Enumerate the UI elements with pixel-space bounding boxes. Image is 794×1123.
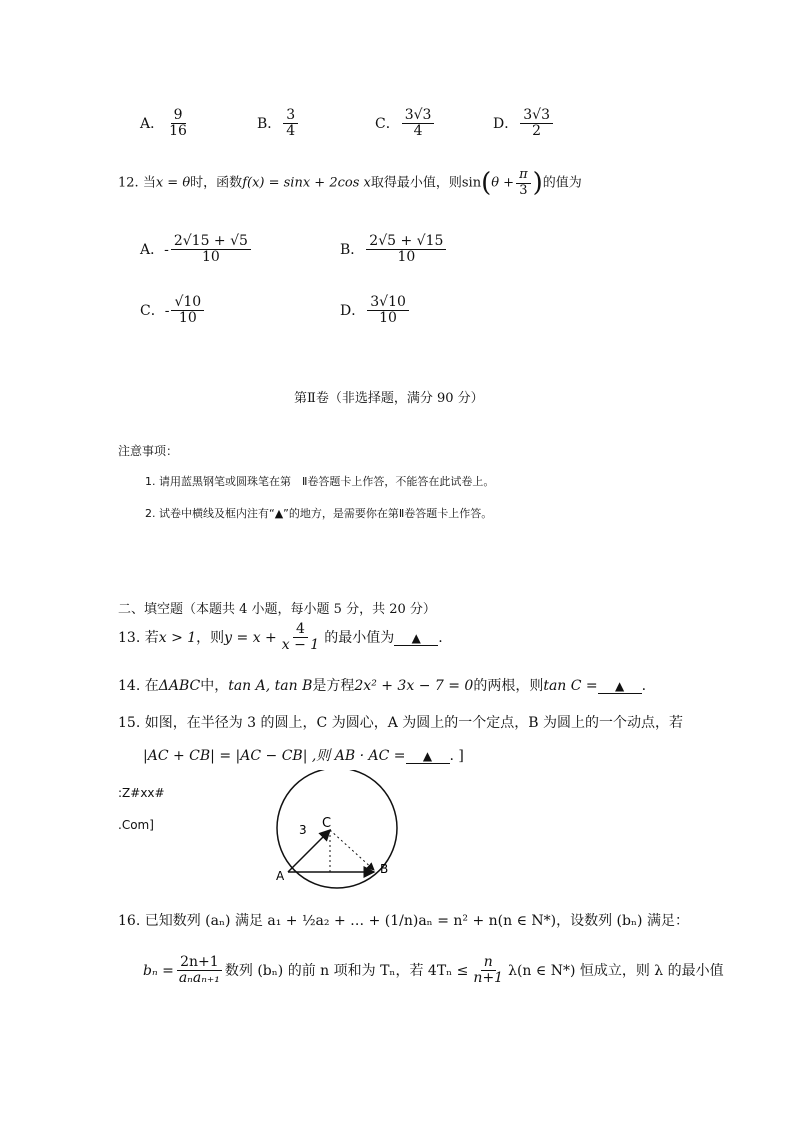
note-item-1: 1. 请用蓝黑钢笔或圆珠笔在第 Ⅱ卷答题卡上作答，不能答在此试卷上。	[145, 475, 495, 488]
q12-option-a: A．- $\frac{2√15 + √5}{10}$	[140, 234, 253, 266]
q11-option-c: C． $\frac{3√3}{4}$	[375, 108, 436, 140]
vector-ac	[288, 830, 330, 872]
notes-heading: 注意事项：	[118, 444, 179, 458]
q11-option-d: D． $\frac{3√3}{2}$	[493, 108, 555, 140]
q16-line-1: 16. 已知数列 (aₙ) 满足 a₁ + ½a₂ + … + (1/n)aₙ = n² + n(n ∈ N*)，设数列 (bₙ) 满足：	[118, 913, 689, 929]
watermark-text-2: .Com]	[118, 818, 154, 832]
q13: 13. 若x > 1，则y = x + $\frac{4}{x - 1}$ 的最小值为 ▲ .	[118, 621, 443, 654]
radius-label: 3	[299, 823, 307, 837]
q15-circle-figure	[270, 770, 420, 890]
answer-blank: ▲	[598, 679, 642, 694]
q16-line-2: bₙ = $\frac{2n+1}{\text{aₙaₙ₊₁}}$ 数列 (bₙ) 的前 n 项和为 Tₙ，若 4Tₙ ≤ $\frac{n}{n+1}$ λ(n ∈ N*) 恒成立，则 λ 的最小值	[143, 954, 724, 987]
answer-blank: ▲	[406, 749, 450, 764]
q15-line-2: |AC + CB| = |AC − CB| ,则 AB · AC = ▲ . ]	[143, 748, 464, 764]
note-item-2: 2. 试卷中横线及框内注有“▲”的地方，是需要你在第Ⅱ卷答题卡上作答。	[145, 507, 493, 520]
section-title: 第Ⅱ卷（非选择题，满分 90 分）	[294, 391, 484, 406]
vector-cb	[330, 830, 374, 870]
q15-line-1: 15. 如图，在半径为 3 的圆上，C 为圆心，A 为圆上的一个定点，B 为圆上的一个动点，若	[118, 715, 683, 731]
q12-stem: 12. 当x = θ时，函数f(x) = sinx + 2cos x取得最小值，则sin(θ + $\frac{\pi}{3}$ )的值为	[118, 167, 582, 198]
center-label: C	[322, 816, 332, 831]
watermark-text-1: :Z#xx#	[118, 786, 165, 800]
q12-option-c: C．- $\frac{√10}{10}$	[140, 295, 206, 327]
part2-header: 二、填空题（本题共 4 小题，每小题 5 分，共 20 分）	[118, 602, 436, 617]
q12-option-b: B． $\frac{2√5 + √15}{10}$	[340, 234, 448, 266]
point-b-label: B	[380, 862, 389, 876]
point-a-label: A	[276, 869, 285, 883]
q11-option-b: B． $\frac{3}{4}$	[257, 108, 300, 140]
circle-shape	[277, 770, 397, 888]
q14: 14. 在ΔABC中，tan A, tan B是方程2x² + 3x − 7 = 0的两根，则tan C = ▲ .	[118, 678, 647, 694]
q11-option-a: A． $\frac{9}{16}$	[140, 107, 187, 140]
answer-blank: ▲	[394, 631, 438, 646]
q12-option-d: D． $\frac{3√10}{10}$	[340, 295, 411, 327]
